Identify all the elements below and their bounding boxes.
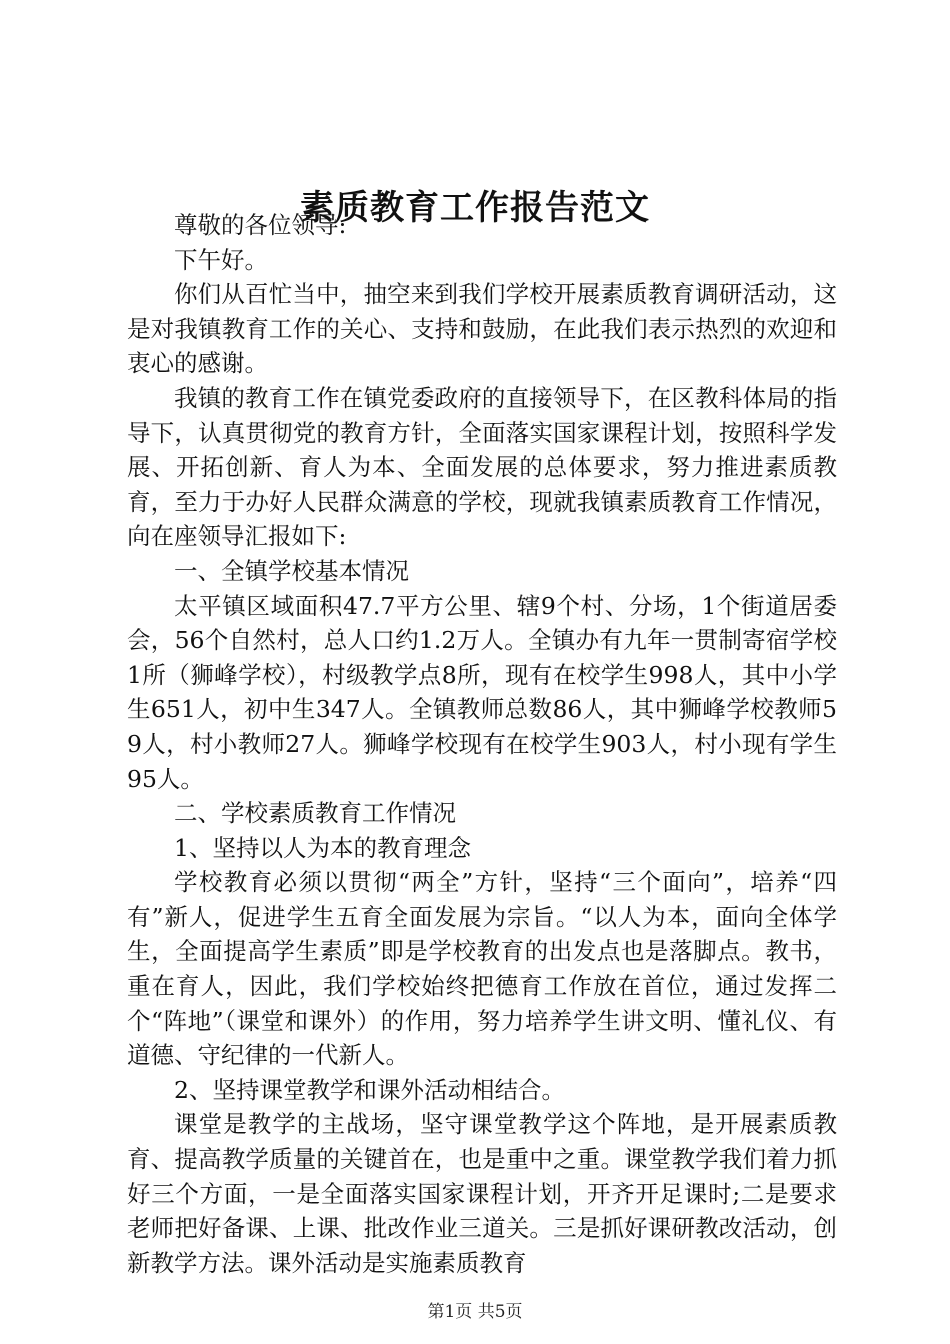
document-body — [127, 208, 837, 1280]
document-title: 素质教育工作报告范文 — [300, 188, 650, 228]
paragraph-philosophy: 学校教育必须以贯彻“两全”方针，坚持“三个面向”，培养“四有”新人，促进学生五育全面发展为宗旨。“以人为本，面向全体学生，全面提高学生素质”即是学校教育的出发点也是落脚点。教书，重在育人，因此，我们学校始终把德育工作放在首位，通过发挥二个“阵地”（课堂和课外）的作用，努力培养学生讲文明、懂礼仪、有道德、守纪律的一代新人。 — [127, 868, 837, 1070]
subheading-2: 2、坚持课堂教学和课外活动相结合。 — [174, 1075, 565, 1104]
paragraph-classroom: 课堂是教学的主战场，坚守课堂教学这个阵地，是开展素质教育、提高教学质量的关键首在，也是重中之重。课堂教学我们着力抓好三个方面，一是全面落实国家课程计划，开齐开足课时;二是要求老师把好备课、上课、批改作业三道关。三是抓好课研教改活动，创新教学方法。课外活动是实施素质教育 — [127, 1110, 837, 1277]
paragraph-salutation: 尊敬的各位领导: — [174, 211, 347, 239]
paragraph-welcome: 你们从百忙当中，抽空来到我们学校开展素质教育调研活动，这是对我镇教育工作的关心、支持和鼓励，在此我们表示热烈的欢迎和衷心的感谢。 — [127, 280, 837, 378]
paragraph-basic-info: 太平镇区域面积47.7平方公里、辖9个村、分场，1个街道居委会，56个自然村，总人口约1.2万人。全镇办有九年一贯制寄宿学校1所（狮峰学校），村级教学点8所，现有在校学生998人，其中小学生651人，初中生347人。全镇教师总数86人，其中狮峰学校教师59人，村小教师27人。狮峰学校现有在校学生903人，村小现有学生95人。 — [127, 591, 837, 793]
paragraph-greeting: 下午好。 — [174, 245, 268, 274]
section-heading-2: 二、学校素质教育工作情况 — [174, 799, 456, 828]
paragraph-overview: 我镇的教育工作在镇党委政府的直接领导下，在区教科体局的指导下，认真贯彻党的教育方针，全面落实国家课程计划，按照科学发展、开拓创新、育人为本、全面发展的总体要求，努力推进素质教育，至力于办好人民群众满意的学校，现就我镇素质教育工作情况，向在座领导汇报如下: — [127, 383, 837, 551]
page-number-footer: 第1页 共5页 — [427, 1302, 523, 1322]
subheading-1: 1、坚持以人为本的教育理念 — [174, 833, 471, 862]
section-heading-1: 一、全镇学校基本情况 — [174, 556, 409, 585]
